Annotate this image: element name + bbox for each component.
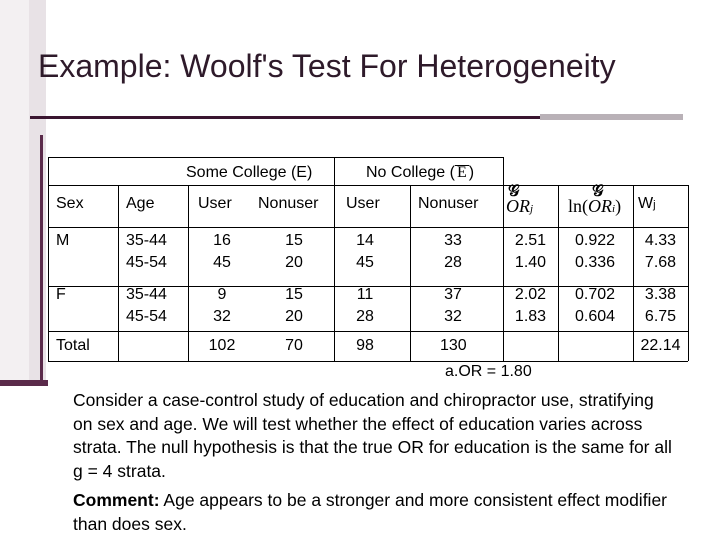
left-decor-line (40, 135, 43, 380)
group-header-unexposed: No College ( E ) (366, 164, 475, 181)
col-header-or: ORj (506, 196, 534, 216)
cell-total-nonuser: 130 (440, 337, 467, 354)
cell-age: 35-44 45-54 (126, 286, 167, 325)
comment-label: Comment: (73, 490, 160, 510)
col-header-user: User (346, 195, 380, 212)
cell-total-label: Total (56, 337, 90, 354)
cell-or: 2.02 1.83 (514, 286, 547, 325)
cell-total-w: 22.14 (640, 337, 681, 354)
cell-age: 35-44 45-54 (126, 232, 167, 271)
col-header-user: User (198, 195, 232, 212)
cell-user: 11 28 (356, 286, 374, 325)
data-table (48, 157, 688, 362)
col-divider (118, 185, 119, 361)
adjusted-or: a.OR = 1.80 (445, 363, 532, 380)
title-rule-light (540, 114, 683, 120)
comment-paragraph (73, 489, 673, 536)
body-paragraph: Consider a case-control study of education and chiropractor use, stratifying on sex and age. We will test whether the effect of education varies across strata. The null hypothesis is that the true OR for education is the same for all g = 4 strata. (73, 390, 672, 481)
cell-sex: M (56, 232, 70, 249)
cell-sex: F (56, 286, 66, 303)
title-rule-dark (30, 116, 540, 119)
slide-title: Example: Woolf's Test For Heterogeneity (38, 48, 616, 84)
cell-lnor: 0.922 0.336 (574, 232, 616, 271)
comment-text: Age appears to be a stronger and more consistent effect modifier than does sex. (73, 490, 668, 534)
group-header-exposed: Some College (E) (186, 164, 313, 181)
e-bar-symbol: E (456, 164, 467, 181)
table-row-divider (48, 331, 688, 332)
col-divider (188, 185, 189, 361)
cell-user: 14 45 (356, 232, 374, 271)
hat-icon: 𝒢 (508, 183, 520, 200)
cell-nonuser: 37 32 (444, 286, 462, 325)
cell-w: 4.33 7.68 (644, 232, 677, 271)
col-header-lnor: ln(ORi) (568, 196, 622, 216)
cell-or: 2.51 1.40 (514, 232, 547, 271)
cell-total-nonuser: 70 (285, 337, 303, 354)
cell-lnor: 0.702 0.604 (574, 286, 616, 325)
left-accent-bar (0, 380, 48, 386)
col-header-nonuser: Nonuser (418, 195, 479, 212)
col-header-nonuser: Nonuser (258, 195, 319, 212)
table-left-border (48, 157, 49, 361)
table-top-border (48, 157, 503, 158)
col-header-sex: Sex (56, 195, 84, 212)
cell-nonuser: 15 20 (285, 232, 303, 271)
cell-w: 3.38 6.75 (644, 286, 677, 325)
cell-nonuser: 15 20 (285, 286, 303, 325)
table-bottom-border (48, 361, 688, 362)
cell-nonuser: 33 28 (444, 232, 462, 271)
cell-total-user: 98 (356, 337, 374, 354)
col-header-w: Wj (638, 195, 656, 212)
col-divider (410, 185, 411, 361)
table-row-divider (48, 227, 688, 228)
hat-icon: 𝒢 (592, 183, 604, 200)
cell-user: 16 45 (213, 232, 231, 271)
col-divider (334, 157, 335, 361)
table-right-border (688, 185, 689, 361)
cell-user: 9 32 (213, 286, 231, 325)
col-header-age: Age (126, 195, 155, 212)
cell-total-user: 102 (208, 337, 236, 354)
col-divider (558, 185, 559, 361)
